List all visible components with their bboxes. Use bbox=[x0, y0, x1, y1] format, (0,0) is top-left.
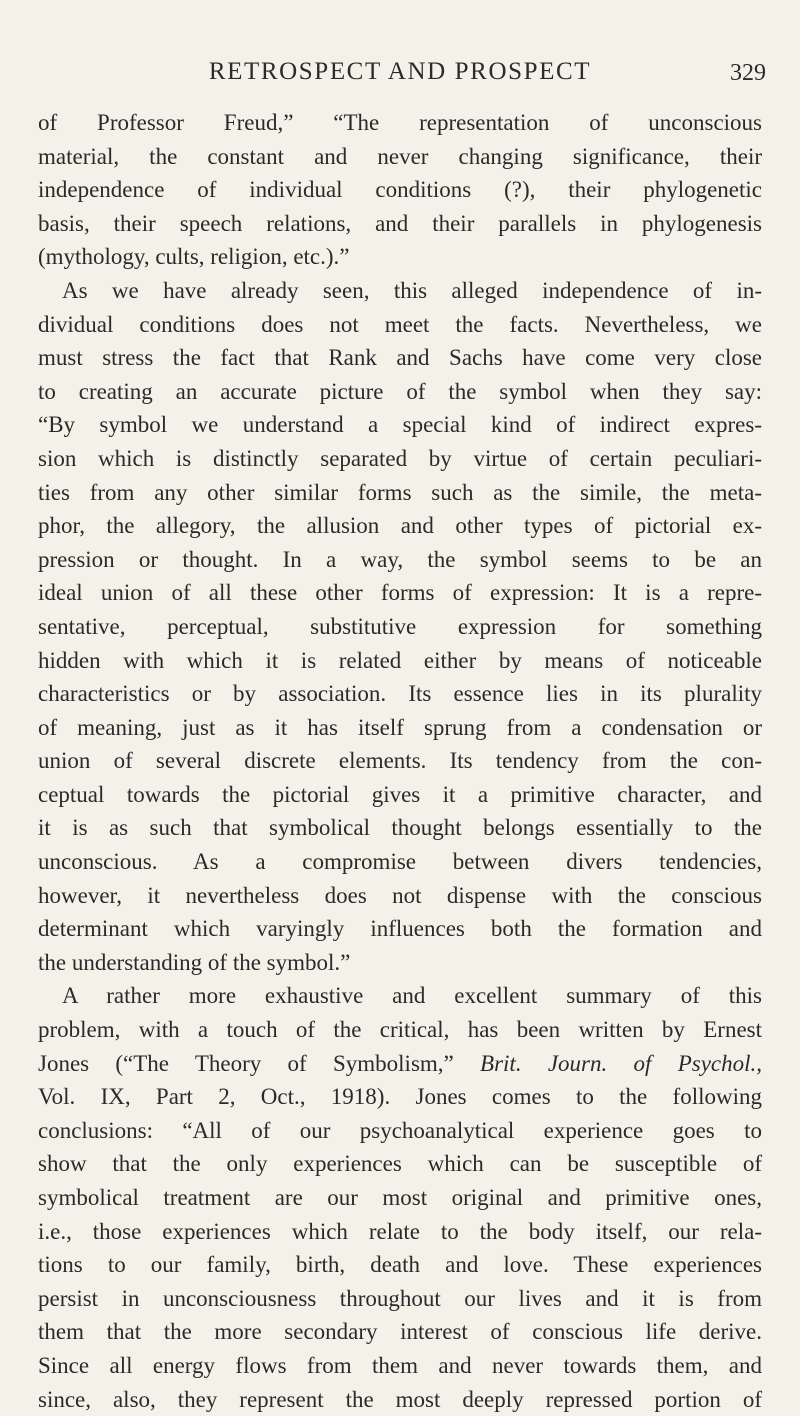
body-text bbox=[38, 106, 762, 1416]
text-line: dividual conditions does not meet the facts. Nevertheless, we bbox=[38, 311, 762, 337]
text-line: persist in unconsciousness throughout our lives and it is from bbox=[38, 1285, 762, 1311]
text-line-citation bbox=[38, 1047, 762, 1081]
text-line: problem, with a touch of the critical, has been written by Ernest bbox=[38, 1017, 762, 1043]
text-line: i.e., those experiences which relate to the body itself, our rela- bbox=[38, 1218, 762, 1244]
text-line: conclusions: “All of our psychoanalytical experience goes to bbox=[38, 1117, 762, 1143]
text-line: the understanding of the symbol.” bbox=[38, 949, 351, 975]
text-line: of Professor Freud,” “The representation of unconscious bbox=[38, 110, 762, 135]
text-line: sion which is distinctly separated by virtue of certain peculiari- bbox=[38, 445, 762, 471]
text-line: Since all energy flows from them and never towards them, and bbox=[38, 1352, 762, 1378]
text-line: show that the only experiences which can be susceptible of bbox=[38, 1151, 762, 1177]
text-line: symbolical treatment are our most original and primitive ones, bbox=[38, 1185, 762, 1210]
text-line: however, it nevertheless does not dispense with the conscious bbox=[38, 882, 762, 908]
text-line: to creating an accurate picture of the symbol when they say: bbox=[38, 378, 762, 404]
text-line: basis, their speech relations, and their parallels in phylogenesis bbox=[38, 210, 762, 236]
page-header bbox=[0, 58, 800, 94]
text-line: of meaning, just as it has itself sprung from a condensation or bbox=[38, 714, 762, 740]
text-line: them that the more secondary interest of conscious life derive. bbox=[38, 1319, 762, 1345]
text-line: (mythology, cults, religion, etc.).” bbox=[38, 244, 350, 270]
text-line: ceptual towards the pictorial gives it a primitive character, and bbox=[38, 781, 762, 807]
text-line: determinant which varyingly influences both the formation and bbox=[38, 916, 762, 942]
text-line: As we have already seen, this alleged independence of in- bbox=[62, 277, 762, 303]
text-line: it is as such that symbolical thought belongs essentially to the bbox=[38, 815, 762, 841]
citation-text: Jones (“The Theory of Symbolism,” bbox=[38, 1050, 454, 1076]
text-line: “By symbol we understand a special kind of indirect expres- bbox=[38, 412, 762, 438]
text-line: since, also, they represent the most deeply repressed portion of bbox=[38, 1386, 762, 1412]
text-line: ideal union of all these other forms of expression: It is a repre- bbox=[38, 580, 762, 606]
text-line: unconscious. As a compromise between divers tendencies, bbox=[38, 849, 762, 875]
text-line: tions to our family, birth, death and love. These experiences bbox=[38, 1252, 762, 1278]
text-line: ties from any other similar forms such as the simile, the meta- bbox=[38, 479, 762, 505]
text-line: hidden with which it is related either by means of noticeable bbox=[38, 647, 762, 673]
journal-title: Brit. Journ. of Psychol., bbox=[480, 1050, 763, 1076]
text-line: Vol. IX, Part 2, Oct., 1918). Jones comes to the following bbox=[38, 1084, 762, 1110]
text-line: independence of individual conditions (?), their phylogenetic bbox=[38, 177, 762, 203]
text-line: sentative, perceptual, substitutive expression for something bbox=[38, 613, 762, 639]
text-line: A rather more exhaustive and excellent summary of this bbox=[62, 983, 762, 1009]
text-line: material, the constant and never changing significance, their bbox=[38, 143, 762, 169]
page-number: 329 bbox=[730, 60, 766, 86]
running-head: RETROSPECT AND PROSPECT bbox=[208, 58, 592, 85]
text-line: characteristics or by association. Its essence lies in its plurality bbox=[38, 681, 762, 707]
text-line: pression or thought. In a way, the symbol seems to be an bbox=[38, 546, 762, 572]
text-line: union of several discrete elements. Its tendency from the con- bbox=[38, 748, 762, 774]
text-line: must stress the fact that Rank and Sachs have come very close bbox=[38, 345, 762, 371]
text-line: phor, the allegory, the allusion and other types of pictorial ex- bbox=[38, 513, 762, 539]
